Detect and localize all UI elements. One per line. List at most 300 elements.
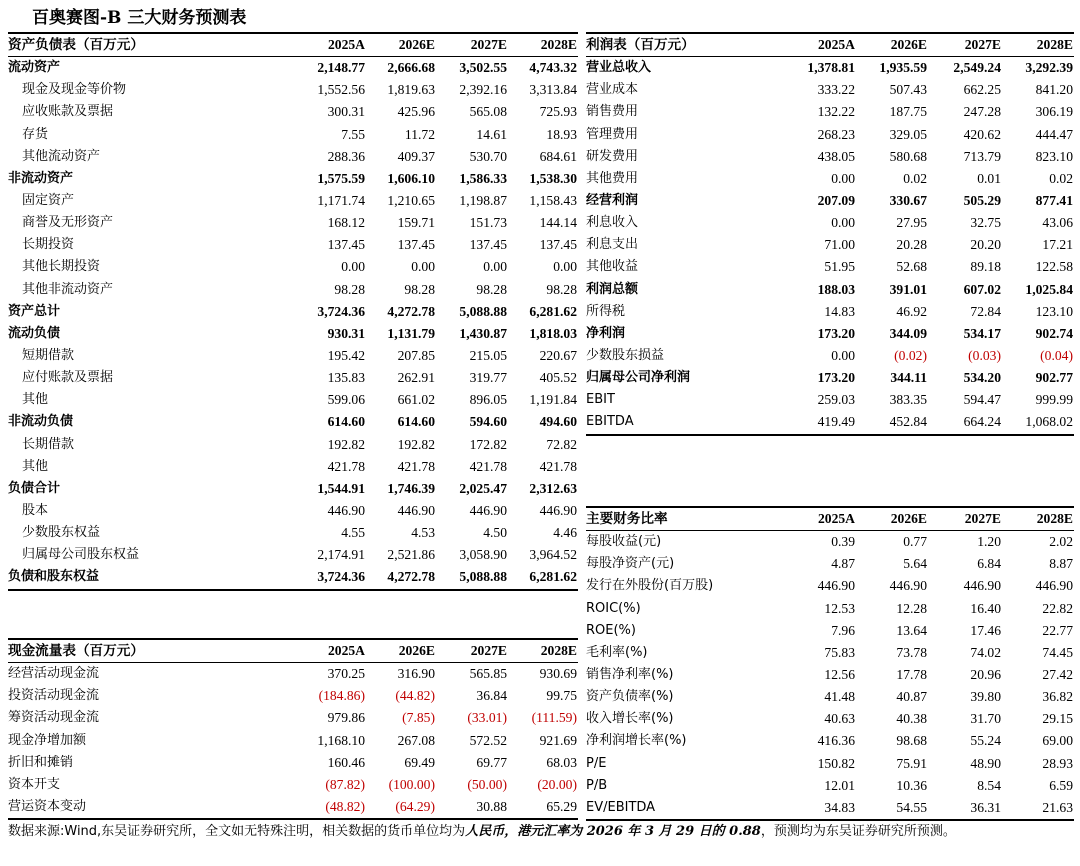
table-row — [586, 730, 1074, 752]
table-row — [586, 212, 1074, 234]
cell-value: 446.90 — [397, 503, 435, 519]
cell-value: 902.77 — [1035, 370, 1073, 386]
table-row — [586, 686, 1074, 708]
cell-value: 36.84 — [476, 688, 507, 704]
table-row — [8, 190, 578, 212]
table-row — [8, 707, 578, 729]
cell-value: 594.60 — [469, 414, 507, 430]
row-label: 负债合计 — [8, 480, 61, 496]
table-row — [586, 57, 1074, 80]
row-label: EBIT — [586, 392, 615, 408]
cell-value: 877.41 — [1035, 193, 1073, 209]
cell-value: 17.21 — [1042, 237, 1073, 253]
row-label: 销售净利率(%) — [586, 667, 674, 683]
row-label: 利息收入 — [586, 215, 639, 231]
cell-value: 207.85 — [397, 348, 435, 364]
cell-value: 29.15 — [1042, 711, 1073, 727]
cell-value: 69.49 — [404, 754, 435, 770]
cell-value: 192.82 — [327, 436, 365, 452]
cell-value: 505.29 — [963, 193, 1001, 209]
table-row — [586, 553, 1074, 575]
cell-value: 319.77 — [469, 370, 507, 386]
table-row — [8, 323, 578, 345]
cell-value: 51.95 — [824, 259, 855, 275]
cell-value: 98.68 — [896, 733, 927, 749]
row-label: 折旧和摊销 — [8, 754, 74, 770]
cell-value: 452.84 — [889, 414, 927, 430]
row-label: 其他 — [22, 392, 49, 408]
cell-value: 20.28 — [896, 237, 927, 253]
cell-value: 40.38 — [896, 711, 927, 727]
table-row — [586, 797, 1074, 820]
footnote-source: 数据来源:Wind,东吴证券研究所，全文如无特殊注明，相关数据的货币单位均为 — [8, 824, 466, 839]
cell-value: 2,148.77 — [317, 60, 365, 76]
cell-value: (0.02) — [894, 348, 927, 364]
table-row — [586, 124, 1074, 146]
cell-value: 151.73 — [469, 215, 507, 231]
cell-value: 306.19 — [1035, 104, 1073, 120]
cell-value: 0.77 — [903, 534, 927, 550]
column-header: 2027E — [964, 511, 1001, 527]
cell-value: 1,198.87 — [459, 193, 507, 209]
table-row — [586, 345, 1074, 367]
cell-value: 1,935.59 — [879, 60, 927, 76]
cell-value: 3,724.36 — [317, 303, 365, 319]
cell-value: 0.01 — [977, 170, 1001, 186]
cell-value: 2,392.16 — [459, 82, 507, 98]
cell-value: 6.84 — [977, 556, 1001, 572]
cell-value: 5.64 — [903, 556, 927, 572]
cell-value: 14.83 — [824, 303, 855, 319]
cell-value: 22.82 — [1042, 600, 1073, 616]
cell-value: 446.90 — [539, 503, 577, 519]
table-row — [8, 434, 578, 456]
row-label: 管理费用 — [586, 126, 639, 142]
cell-value: 68.03 — [546, 754, 577, 770]
cell-value: 930.69 — [539, 666, 577, 682]
row-label: 其他 — [22, 458, 49, 474]
row-label: 其他收益 — [586, 259, 639, 275]
row-label: 归属母公司净利润 — [586, 370, 691, 386]
cell-value: 43.06 — [1042, 215, 1073, 231]
cell-value: 195.42 — [327, 348, 365, 364]
cell-value: 530.70 — [469, 148, 507, 164]
column-header: 2026E — [890, 511, 927, 527]
cell-value: 75.91 — [896, 755, 927, 771]
column-header: 2027E — [470, 37, 507, 53]
table-row — [586, 753, 1074, 775]
cell-value: 662.25 — [963, 82, 1001, 98]
row-label: 经营活动现金流 — [8, 666, 100, 682]
cell-value: 4,743.32 — [529, 60, 577, 76]
cell-value: 20.20 — [970, 237, 1001, 253]
cell-value: 28.93 — [1042, 755, 1073, 771]
cell-value: 614.60 — [327, 414, 365, 430]
cell-value: 4.53 — [411, 525, 435, 541]
cell-value: 1,191.84 — [529, 392, 577, 408]
table-row — [8, 544, 578, 566]
cell-value: 12.53 — [824, 600, 855, 616]
cell-value: 259.03 — [817, 392, 855, 408]
column-header: 2025A — [327, 643, 365, 659]
cell-value: 420.62 — [963, 126, 1001, 142]
table-row — [8, 79, 578, 101]
cell-value: 207.09 — [817, 193, 855, 209]
cell-value: 69.77 — [476, 754, 507, 770]
cell-value: (111.59) — [531, 710, 577, 726]
cell-value: 17.46 — [970, 622, 1001, 638]
column-header: 2027E — [964, 37, 1001, 53]
cell-value: 1,168.10 — [317, 732, 365, 748]
cell-value: 507.43 — [889, 82, 927, 98]
cell-value: 98.28 — [334, 281, 365, 297]
table-row — [586, 101, 1074, 123]
table-row — [8, 168, 578, 190]
row-label: 长期投资 — [22, 237, 75, 253]
row-label: 现金净增加额 — [8, 732, 87, 748]
table-row — [586, 664, 1074, 686]
cell-value: 999.99 — [1035, 392, 1073, 408]
cell-value: 65.29 — [546, 799, 577, 815]
cell-value: 1,210.65 — [387, 193, 435, 209]
footnote-forecast-note: ，预测均为东吴证券研究所预测。 — [760, 824, 956, 839]
table-row — [586, 146, 1074, 168]
cell-value: 494.60 — [539, 414, 577, 430]
row-label: 净利润增长率(%) — [586, 733, 687, 749]
table-row — [8, 522, 578, 544]
cell-value: 7.55 — [341, 126, 365, 142]
table-row — [586, 301, 1074, 323]
row-label: 短期借款 — [22, 348, 75, 364]
table-header-row — [8, 33, 578, 57]
cell-value: 36.31 — [970, 799, 1001, 815]
cell-value: (0.03) — [968, 348, 1001, 364]
cell-value: 144.14 — [539, 215, 577, 231]
row-label: P/E — [586, 755, 607, 771]
cell-value: 2,312.63 — [529, 480, 577, 496]
cell-value: 137.45 — [469, 237, 507, 253]
cell-value: 215.05 — [469, 348, 507, 364]
table-row — [8, 256, 578, 278]
cell-value: 446.90 — [817, 578, 855, 594]
table-row — [586, 79, 1074, 101]
cell-value: 98.28 — [546, 281, 577, 297]
table-row — [8, 234, 578, 256]
row-label: 非流动负债 — [8, 414, 74, 430]
column-header: 2026E — [398, 37, 435, 53]
table-header-row — [8, 639, 578, 663]
row-label: 发行在外股份(百万股) — [586, 578, 714, 594]
cell-value: 89.18 — [970, 259, 1001, 275]
row-label: 每股收益(元) — [586, 534, 662, 550]
cell-value: 21.63 — [1042, 799, 1073, 815]
row-label: 负债和股东权益 — [8, 569, 100, 585]
cell-value: (7.85) — [402, 710, 435, 726]
cell-value: 614.60 — [397, 414, 435, 430]
cell-value: 1,538.30 — [529, 170, 577, 186]
cell-value: 0.00 — [411, 259, 435, 275]
cell-value: 4.50 — [483, 525, 507, 541]
table-title: 利润表（百万元） — [586, 37, 695, 54]
row-label: 非流动资产 — [8, 170, 74, 186]
cell-value: (20.00) — [537, 776, 577, 792]
table-row — [586, 234, 1074, 256]
cell-value: 0.00 — [553, 259, 577, 275]
cell-value: 72.84 — [970, 303, 1001, 319]
row-label: 收入增长率(%) — [586, 711, 674, 727]
cell-value: 661.02 — [397, 392, 435, 408]
cell-value: 1,575.59 — [317, 170, 365, 186]
cell-value: 3,502.55 — [459, 60, 507, 76]
cell-value: 159.71 — [397, 215, 435, 231]
cell-value: 267.08 — [397, 732, 435, 748]
cell-value: 12.28 — [896, 600, 927, 616]
cell-value: 333.22 — [817, 82, 855, 98]
cell-value: 421.78 — [469, 458, 507, 474]
table-row — [8, 456, 578, 478]
column-header: 2025A — [817, 37, 855, 53]
table-row — [8, 57, 578, 80]
cell-value: 0.00 — [831, 348, 855, 364]
cell-value: 288.36 — [327, 148, 365, 164]
cell-value: 0.00 — [831, 215, 855, 231]
table-row — [586, 620, 1074, 642]
cell-value: 4.55 — [341, 525, 365, 541]
cell-value: 1,746.39 — [387, 480, 435, 496]
cell-value: 3,058.90 — [459, 547, 507, 563]
cell-value: 444.47 — [1035, 126, 1073, 142]
cell-value: 344.11 — [890, 370, 927, 386]
cell-value: 344.09 — [889, 325, 927, 341]
cell-value: 446.90 — [889, 578, 927, 594]
cell-value: 137.45 — [539, 237, 577, 253]
column-header: 2028E — [1036, 511, 1073, 527]
cell-value: 1,378.81 — [807, 60, 855, 76]
cell-value: 921.69 — [539, 732, 577, 748]
cell-value: 72.82 — [546, 436, 577, 452]
cell-value: 1,606.10 — [387, 170, 435, 186]
cell-value: 2,025.47 — [459, 480, 507, 496]
row-label: 其他流动资产 — [22, 148, 101, 164]
cell-value: 1,171.74 — [317, 193, 365, 209]
cell-value: 4,272.78 — [387, 569, 435, 585]
cell-value: 135.83 — [327, 370, 365, 386]
table-row — [8, 301, 578, 323]
row-label: 投资活动现金流 — [8, 688, 100, 704]
income-statement-table — [586, 32, 1074, 436]
cell-value: 316.90 — [397, 666, 435, 682]
table-row — [586, 598, 1074, 620]
table-row — [8, 730, 578, 752]
cell-value: 594.47 — [963, 392, 1001, 408]
cell-value: 0.00 — [831, 170, 855, 186]
cell-value: 52.68 — [896, 259, 927, 275]
table-row — [8, 478, 578, 500]
cell-value: 565.08 — [469, 104, 507, 120]
cell-value: 75.83 — [824, 644, 855, 660]
cell-value: 565.85 — [469, 666, 507, 682]
cell-value: 22.77 — [1042, 622, 1073, 638]
cell-value: 421.78 — [397, 458, 435, 474]
row-label: 研发费用 — [586, 148, 639, 164]
cell-value: 11.72 — [404, 126, 435, 142]
cell-value: 247.28 — [963, 104, 1001, 120]
row-label: 资本开支 — [8, 776, 61, 792]
cell-value: 2,174.91 — [317, 547, 365, 563]
cell-value: 684.61 — [539, 148, 577, 164]
cell-value: 74.02 — [970, 644, 1001, 660]
row-label: 毛利率(%) — [586, 644, 648, 660]
cell-value: 168.12 — [327, 215, 365, 231]
cell-value: 725.93 — [539, 104, 577, 120]
row-label: 少数股东权益 — [22, 525, 101, 541]
cell-value: 187.75 — [889, 104, 927, 120]
table-row — [8, 389, 578, 411]
cell-value: (87.82) — [325, 776, 365, 792]
cell-value: (44.82) — [395, 688, 435, 704]
cell-value: 160.46 — [327, 754, 365, 770]
cell-value: 132.22 — [817, 104, 855, 120]
table-row — [586, 279, 1074, 301]
table-row — [586, 190, 1074, 212]
cell-value: (50.00) — [467, 776, 507, 792]
cell-value: 3,292.39 — [1025, 60, 1073, 76]
cell-value: 534.17 — [963, 325, 1001, 341]
cell-value: 421.78 — [539, 458, 577, 474]
column-header: 2027E — [470, 643, 507, 659]
table-row — [586, 775, 1074, 797]
column-header: 2025A — [817, 511, 855, 527]
row-label: P/B — [586, 777, 608, 793]
cell-value: (0.04) — [1040, 348, 1073, 364]
table-row — [8, 500, 578, 522]
cell-value: 1,586.33 — [459, 170, 507, 186]
cell-value: 405.52 — [539, 370, 577, 386]
cell-value: 5,088.88 — [459, 303, 507, 319]
cell-value: 3,724.36 — [317, 569, 365, 585]
cell-value: 3,313.84 — [529, 82, 577, 98]
cell-value: 73.78 — [896, 644, 927, 660]
cell-value: 446.90 — [1035, 578, 1073, 594]
table-row — [586, 168, 1074, 190]
table-row — [586, 531, 1074, 554]
cell-value: 419.49 — [817, 414, 855, 430]
row-label: 筹资活动现金流 — [8, 710, 100, 726]
row-label: 少数股东损益 — [586, 348, 665, 364]
table-row — [8, 663, 578, 686]
table-title: 资产负债表（百万元） — [8, 37, 144, 54]
row-label: 利润总额 — [586, 281, 639, 297]
cell-value: 268.23 — [817, 126, 855, 142]
cell-value: 98.28 — [476, 281, 507, 297]
cell-value: 713.79 — [963, 148, 1001, 164]
cell-value: 13.64 — [896, 622, 927, 638]
financial-ratios-table — [586, 506, 1074, 821]
cell-value: 979.86 — [327, 710, 365, 726]
cell-value: 446.90 — [469, 503, 507, 519]
cell-value: 1,819.63 — [387, 82, 435, 98]
column-header: 2026E — [890, 37, 927, 53]
cell-value: 36.82 — [1042, 689, 1073, 705]
table-row — [8, 774, 578, 796]
row-label: 营业成本 — [586, 82, 639, 98]
footnote-currency-note: 人民币，港元汇率为 2026 年 3 月 29 日的 0.88 — [465, 824, 761, 839]
cell-value: (64.29) — [395, 799, 435, 815]
cell-value: 2,666.68 — [387, 60, 435, 76]
table-title: 现金流量表（百万元） — [8, 643, 144, 660]
cell-value: 46.92 — [896, 303, 927, 319]
table-row — [586, 575, 1074, 597]
cell-value: 664.24 — [963, 414, 1001, 430]
row-label: 商誉及无形资产 — [22, 215, 114, 231]
cell-value: 370.25 — [327, 666, 365, 682]
cell-value: 1,818.03 — [529, 325, 577, 341]
table-row — [8, 796, 578, 819]
cell-value: 8.87 — [1049, 556, 1073, 572]
cell-value: (33.01) — [467, 710, 507, 726]
page-title: 百奥赛图-B 三大财务预测表 — [32, 8, 247, 28]
cell-value: 27.42 — [1042, 667, 1073, 683]
balance-sheet-table — [8, 32, 578, 591]
column-header: 2028E — [1036, 37, 1073, 53]
cell-value: 30.88 — [476, 799, 507, 815]
cell-value: 1,544.91 — [317, 480, 365, 496]
row-label: 其他长期投资 — [22, 259, 101, 275]
row-label: 存货 — [22, 126, 49, 142]
table-row — [586, 411, 1074, 434]
cell-value: 902.74 — [1035, 325, 1073, 341]
table-row — [8, 279, 578, 301]
cell-value: 438.05 — [817, 148, 855, 164]
row-label: 净利润 — [586, 325, 626, 341]
table-row — [586, 323, 1074, 345]
cell-value: 12.01 — [824, 777, 855, 793]
cell-value: 0.00 — [483, 259, 507, 275]
cell-value: (184.86) — [318, 688, 365, 704]
cell-value: 173.20 — [817, 370, 855, 386]
cell-value: 1.20 — [977, 534, 1001, 550]
cell-value: 446.90 — [963, 578, 1001, 594]
table-row — [8, 345, 578, 367]
cell-value: 0.39 — [831, 534, 855, 550]
cell-value: 329.05 — [889, 126, 927, 142]
table-title: 主要财务比率 — [586, 511, 668, 528]
cell-value: 14.61 — [476, 126, 507, 142]
cell-value: 137.45 — [327, 237, 365, 253]
cell-value: 137.45 — [397, 237, 435, 253]
footnote — [8, 821, 1076, 843]
row-label: ROIC(%) — [586, 600, 641, 616]
table-row — [8, 566, 578, 589]
table-row — [586, 708, 1074, 730]
cell-value: 383.35 — [889, 392, 927, 408]
row-label: 每股净资产(元) — [586, 556, 675, 572]
cell-value: 4.87 — [831, 556, 855, 572]
table-header-row — [586, 507, 1074, 531]
cell-value: 188.03 — [817, 281, 855, 297]
cell-value: 48.90 — [970, 755, 1001, 771]
row-label: 其他非流动资产 — [22, 281, 114, 297]
cell-value: 32.75 — [970, 215, 1001, 231]
table-row — [8, 124, 578, 146]
table-row — [8, 685, 578, 707]
table-row — [8, 752, 578, 774]
cell-value: 12.56 — [824, 667, 855, 683]
column-header: 2025A — [327, 37, 365, 53]
cell-value: 41.48 — [824, 689, 855, 705]
cell-value: 71.00 — [824, 237, 855, 253]
cell-value: 17.78 — [896, 667, 927, 683]
